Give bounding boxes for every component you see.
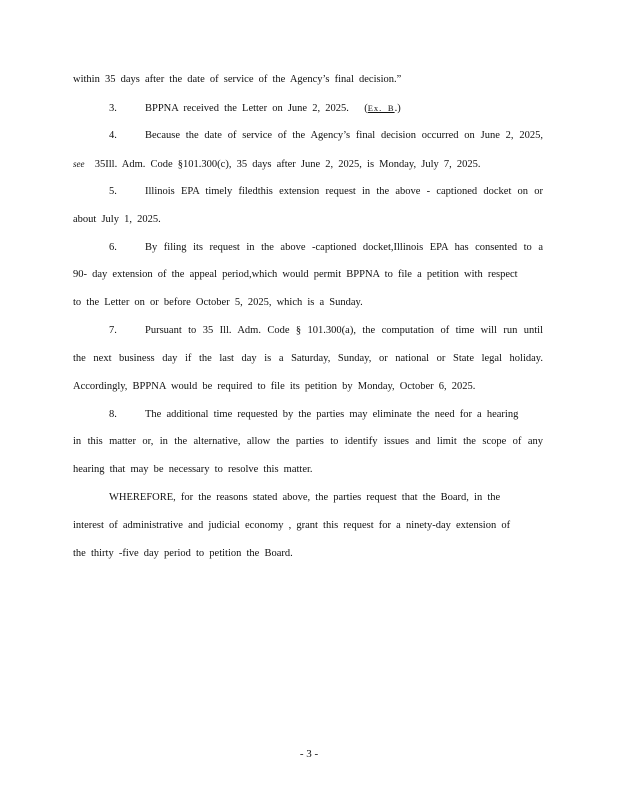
paragraph-7	[109, 324, 543, 338]
line-text: the thirty -five day period to petition the Board.	[73, 548, 293, 559]
text-line-1	[73, 73, 543, 87]
line-text: the next business day if the last day is a Saturday, Sunday, or national or State legal holiday.	[73, 353, 543, 364]
paren-close: .)	[394, 103, 401, 114]
line-text: 35Ill. Adm. Code §101.300(c), 35 days after June 2, 2025, is Monday, July 7, 2025.	[94, 159, 481, 170]
line-text: The additional time requested by the parties may eliminate the need for a hearing	[145, 409, 519, 420]
paragraph-4	[109, 129, 543, 143]
paragraph-number: 3.	[109, 103, 117, 114]
paragraph-6	[109, 241, 543, 255]
line-text: to the Letter on or before October 5, 2025, which is a Sunday.	[73, 297, 363, 308]
paragraph-number: 5.	[109, 186, 117, 197]
line-text: within 35 days after the date of service of the Agency’s final decision.”	[73, 74, 402, 85]
text-line-4	[73, 157, 543, 172]
text-line-9	[73, 296, 543, 310]
line-text: 90- day extension of the appeal period,which would permit BPPNA to file a petition with respect	[73, 269, 518, 280]
text-line-15	[73, 463, 543, 477]
paragraph-number: 6.	[109, 242, 117, 253]
line-text: interest of administrative and judicial economy , grant this request for a ninety-day extension of	[73, 520, 511, 531]
text-line-11	[73, 352, 543, 366]
line-text: Because the date of service of the Agency’s final decision occurred on June 2, 2025,	[145, 130, 543, 141]
text-line-12	[73, 380, 543, 394]
line-text: Pursuant to 35 Ill. Adm. Code § 101.300(a), the computation of time will run until	[145, 325, 543, 336]
exhibit-reference: Ex. B	[367, 103, 395, 113]
paragraph-number: 7.	[109, 325, 117, 336]
paren-open: (	[364, 103, 368, 114]
paragraph-number: 8.	[109, 409, 117, 420]
see-signal: see	[73, 159, 85, 169]
text-line-14	[73, 435, 543, 449]
line-text: in this matter or, in the alternative, allow the parties to identify issues and limit the scope of any	[73, 436, 543, 447]
line-text: hearing that may be necessary to resolve this matter.	[73, 464, 313, 475]
text-line-6	[73, 213, 543, 227]
paragraph-8	[109, 408, 543, 422]
paragraph-5	[109, 185, 543, 199]
line-text: BPPNA received the Letter on June 2, 2025.	[145, 103, 349, 114]
paragraph-3	[109, 101, 543, 116]
paragraph-number: 4.	[109, 130, 117, 141]
line-text: Illinois EPA timely filedthis extension request in the above - captioned docket on or	[145, 186, 543, 197]
text-line-8	[73, 268, 543, 282]
page-number: - 3 -	[299, 748, 319, 760]
wherefore-paragraph	[109, 491, 543, 505]
line-text: By filing its request in the above -captioned docket,Illinois EPA has consented to a	[145, 242, 543, 253]
line-text: about July 1, 2025.	[73, 214, 161, 225]
text-line-17	[73, 519, 543, 533]
text-line-18	[73, 547, 543, 561]
line-text: Accordingly, BPPNA would be required to file its petition by Monday, October 6, 2025.	[73, 381, 476, 392]
line-text: WHEREFORE, for the reasons stated above, the parties request that the Board, in the	[109, 492, 501, 503]
